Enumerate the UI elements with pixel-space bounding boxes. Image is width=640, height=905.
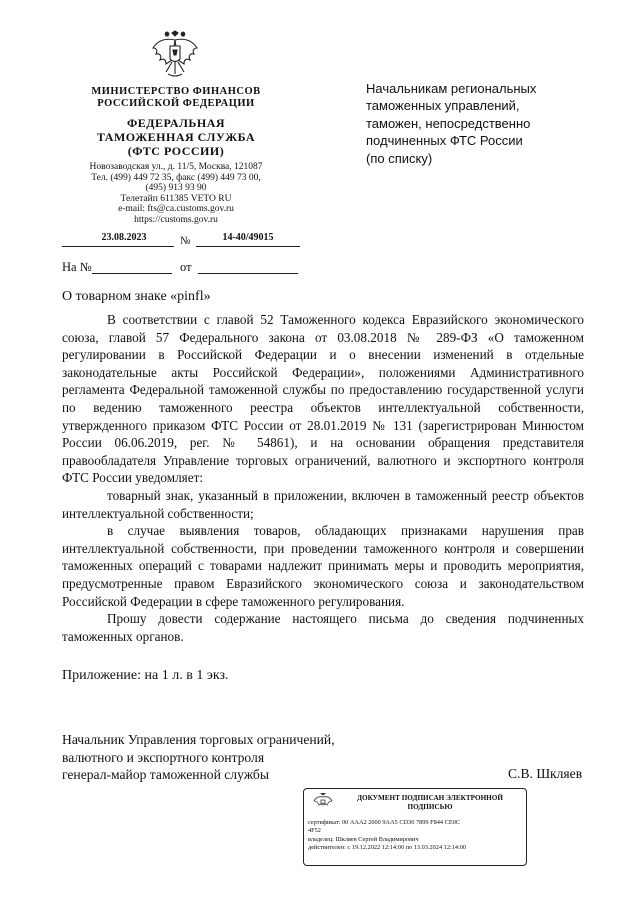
addressee-line: (по списку) (366, 150, 433, 166)
reference-date-blank (198, 273, 298, 274)
signatory-position-line: Начальник Управления торговых ограничений, (62, 732, 335, 747)
contact-block (60, 162, 292, 226)
stamp-validity: действителен: с 19.12.2022 12:14:00 по 13.03.2024 12:14:00 (308, 843, 467, 851)
coat-of-arms-emblem (150, 30, 200, 78)
stamp-title-line: ДОКУМЕНТ ПОДПИСАН ЭЛЕКТРОННОЙ (357, 794, 503, 802)
attachment-note: Приложение: на 1 л. в 1 экз. (62, 668, 229, 683)
addressee-line: подчиненных ФТС России (366, 133, 523, 149)
ministry-line: МИНИСТЕРСТВО ФИНАНСОВ (91, 86, 261, 97)
body-paragraph: В соответствии с главой 52 Таможенного кодекса Евразийского экономического союза, главой 57 Федерального закона от 03.08.2018 № 289-ФЗ «О таможенном регулировании в Российской Федерации и о внесении изменений в отдельные законодательные акты Российской Федерации», положениями Административного регламента Федеральной таможенной службы по предоставлению государственной услуги по ведению таможенного реестра объектов интеллектуальной собственности, утвержденного приказом ФТС России от 28.01.2019 № 131 (зарегистрирован Минюстом России 06.06.2019, рег. № 54861), и на основании обращения представителя правообладателя Управление торговых ограничений, валютного и экспортного контроля ФТС России уведомляет: (62, 312, 584, 486)
addressee-line: таможен, непосредственно (366, 115, 531, 131)
stamp-certificate: сертификат: 00 AAA2 2000 9AA5 CD30 7899 F844 CE0C (308, 819, 461, 826)
signatory-position-line: валютного и экспортного контроля (62, 749, 265, 765)
signatory-position-line: генерал-майор таможенной службы (62, 767, 269, 783)
addressee-line: таможенных управлений, (366, 98, 520, 114)
stamp-title-line: ПОДПИСЬЮ (407, 802, 453, 811)
document-date: 23.08.2023 (101, 232, 147, 243)
signatory-name: С.В. Шкляев (508, 766, 583, 781)
reference-number-label: На № (62, 260, 92, 274)
service-line: ФЕДЕРАЛЬНАЯ (126, 116, 226, 130)
reference-date-label: от (180, 260, 192, 274)
body-paragraph: товарный знак, указанный в приложении, включен в таможенный реестр объектов интеллектуальной собственности; (62, 487, 584, 521)
reference-line (62, 260, 302, 280)
letter-subject: О товарном знаке «pinfl» (62, 289, 211, 304)
electronic-signature-stamp (303, 788, 527, 866)
number-underline (196, 246, 300, 247)
ministry-name (60, 86, 292, 110)
reference-number-blank (92, 273, 172, 274)
stamp-owner: владелец: Шкляев Сергей Владимирович (308, 835, 419, 843)
signature-seal-icon (312, 793, 334, 809)
body-paragraph: в случае выявления товаров, обладающих признаками нарушения прав интеллектуальной собственности, при проведении таможенного контроля и совершении таможенных операций с товарами надлежит принимать меры и проводить мероприятия, предусмотренные правом Евразийского экономического союза и законодательством Российской Федерации в сфере таможенного регулирования. (62, 523, 584, 609)
contact-line: (495) 913 93 90 (145, 183, 207, 194)
date-underline (62, 246, 174, 247)
body-paragraph: Прошу довести содержание настоящего письма до сведения подчиненных таможенных органов. (62, 611, 584, 644)
document-number: 14-40/49015 (222, 232, 274, 243)
number-sign: № (180, 235, 191, 247)
signatory-position (62, 731, 402, 784)
contact-email: e-mail: fts@ca.customs.gov.ru (118, 204, 234, 215)
addressee-block (366, 80, 586, 167)
stamp-title (338, 794, 522, 811)
contact-line: Телетайп 611385 VETO RU (120, 193, 232, 204)
contact-line: Тел. (499) 449 72 35, факс (499) 449 73 00, (91, 172, 261, 183)
stamp-details (308, 819, 522, 852)
contact-website: https://customs.gov.ru (134, 214, 218, 225)
contact-line: Новозаводская ул., д. 11/5, Москва, 121087 (89, 162, 263, 172)
letter-body (62, 311, 584, 645)
service-line: ТАМОЖЕННАЯ СЛУЖБА (96, 130, 256, 144)
service-line: (ФТС РОССИИ) (127, 144, 225, 158)
stamp-certificate-tail: 4F52 (308, 827, 321, 835)
ministry-line: РОССИЙСКОЙ ФЕДЕРАЦИИ (97, 98, 255, 109)
addressee-line: Начальникам региональных (366, 81, 537, 96)
registration-line (62, 232, 302, 252)
service-name (60, 116, 292, 158)
